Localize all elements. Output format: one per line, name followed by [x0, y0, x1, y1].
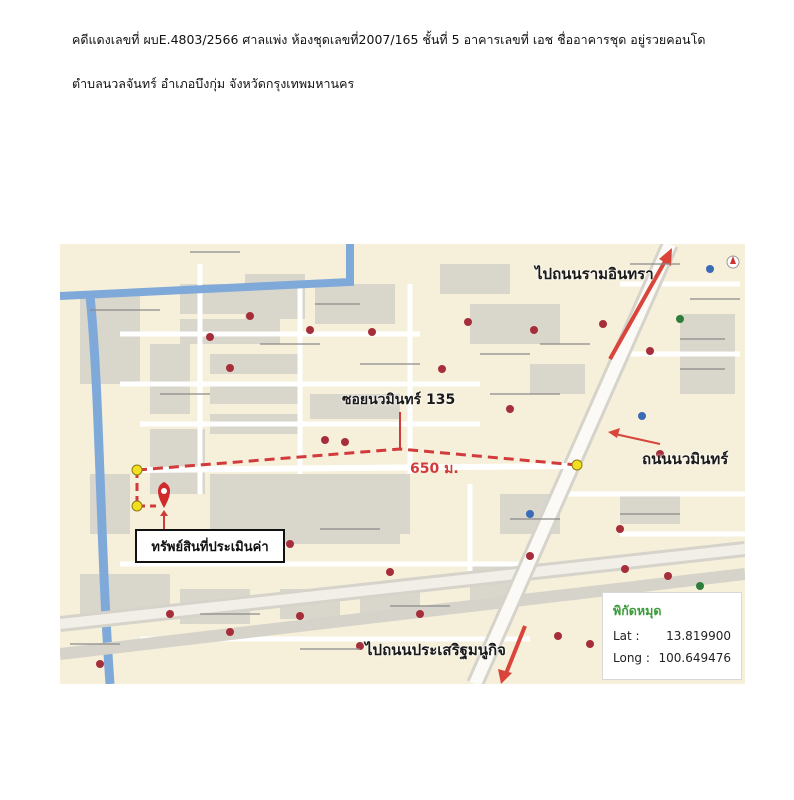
label-to-ramintra: ไปถนนรามอินทรา	[535, 265, 654, 283]
lat-row	[613, 629, 731, 643]
lat-value: 13.819900	[666, 629, 731, 643]
label-to-seri-manukit: ไปถนนประเสริฐมนูกิจ	[365, 641, 506, 659]
long-label: Long :	[613, 651, 650, 665]
lat-label: Lat :	[613, 629, 640, 643]
label-soi-nawamin-135: ซอยนวมินทร์ 135	[342, 392, 456, 408]
long-value: 100.649476	[658, 651, 731, 665]
compass-icon	[727, 256, 739, 268]
property-label-box: ทรัพย์สินที่ประเมินค่า	[135, 529, 285, 563]
document-line-2: ตำบลนวลจันทร์ อำเภอบึงกุ่ม จังหวัดกรุงเทพมหานคร	[72, 76, 355, 91]
label-distance: 650 ม.	[410, 461, 459, 477]
label-nawamin-road: ถนนนวมินทร์	[642, 450, 729, 468]
coordinate-title: พิกัดหมุด	[613, 603, 662, 618]
long-row	[613, 651, 731, 665]
location-map[interactable]	[60, 244, 745, 684]
coordinate-panel	[602, 592, 742, 680]
document-line-1: คดีแดงเลขที่ ผบE.4803/2566 ศาลแพ่ง ห้องชุดเลขที่2007/165 ชั้นที่ 5 อาคารเลขที่ เอช ชื่ออาคารชุด อยู่รวยคอนโด	[72, 32, 706, 47]
